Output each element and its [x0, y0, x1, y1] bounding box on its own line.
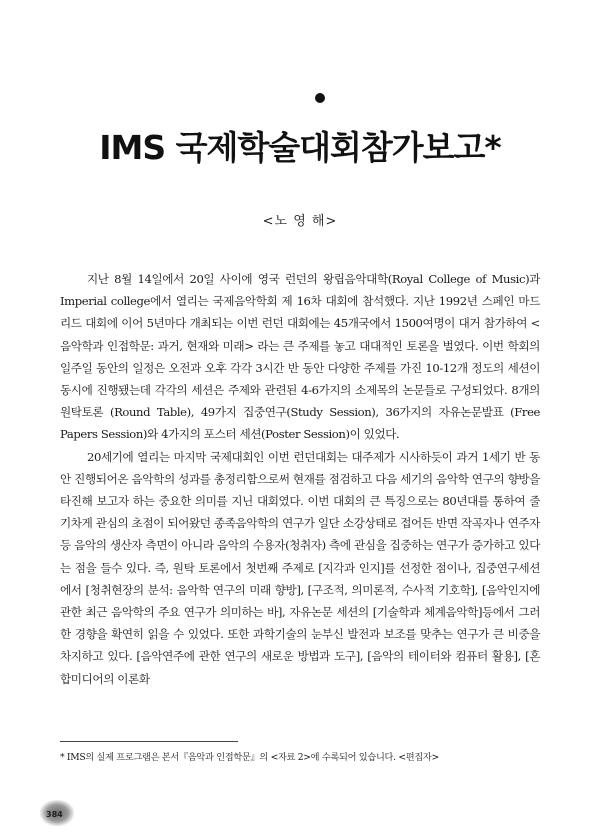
paragraph: 20세기에 열리는 마지막 국제대회인 이번 런던대회는 대주제가 시사하듯이 과거 1세기 반 동안 진행되어온 음악학의 성과를 총정리함으로써 현재를 점검하고 다음 세기의 음악학 연구의 향방을 타진해 보고자 하는 중요한 의미를 지닌 대회였다. 이번 대회의 큰 특징으로는 80년대를 통하여 줄기차게 관심의 초점이 되어왔던 종족음악학의 연구가 일단 소강상태로 접어든 반면 작곡자나 연주자 등 음악의 생산자 측면이 아니라 음악의 수용자(청취자) 측에 관심을 집중하는 연구가 증가하고 있다는 점을 들수 있다. 즉, 원탁 토론에서 첫번째 주제로 [지각과 인지]를 선정한 점이나, 집중연구세션에서 [청취현장의 분석: 음악학 연구의 미래 향방], [구조적, 의미론적, 수사적 기호학], [음악인지에 관한 최근 음악학의 주요 연구가 의미하는 바], 자유논문 세션의 [기술학과 체계음악학]등에서 그러한 경향을 확연히 읽을 수 있었다. 또한 과학기술의 눈부신 발전과 보조를 맞추는 연구가 큰 비중을 차지하고 있다. [음악연주에 관한 연구의 새로운 방법과 도구], [음악의 테이터와 컴퓨터 활용], [혼합미디어의 이론화 [60, 449, 540, 686]
page-number: 384 [46, 810, 63, 819]
paragraph: 지난 8월 14일에서 20일 사이에 영국 런던의 왕립음악대학(Royal College of Music)과 Imperial college에서 열리는 국제음악학회 제 16차 대회에 참석했다. 지난 1992년 스페인 마드리드 대회에 이어 5년마다 개최되는 이번 런던 대회에는 45개국에서 1500여명이 대거 참가하여 <음악학과 인접학문: 과거, 현재와 미래> 라는 큰 주제를 놓고 대대적인 토론을 벌였다. 이번 학회의 일주일 동안의 일정은 오전과 오후 각각 3시간 반 동안 다양한 주제를 가진 10-12개 정도의 세션이 동시에 진행됐는데 각각의 세션은 주제와 관련된 4-6가지의 소제목의 논문들로 구성되었다. 8개의 원탁토론 (Round Table), 49가지 집중연구(Study Session), 36가지의 자유논문발표 (Free Papers Session)와 4가지의 포스터 세션(Poster Session)이 있었다. [60, 272, 540, 442]
footnote: * IMS의 실제 프로그램은 본서『음악과 인접학문』의 <자료 2>에 수록되어 있습니다. <편집자> [60, 752, 439, 763]
article-body [60, 268, 540, 690]
footnote-divider [60, 741, 238, 742]
page-number-mark [40, 800, 74, 826]
title-bullet-icon [315, 93, 325, 103]
page-title: IMS 국제학술대회참가보고* [99, 128, 501, 167]
author-name: <노 영 해> [262, 214, 338, 229]
